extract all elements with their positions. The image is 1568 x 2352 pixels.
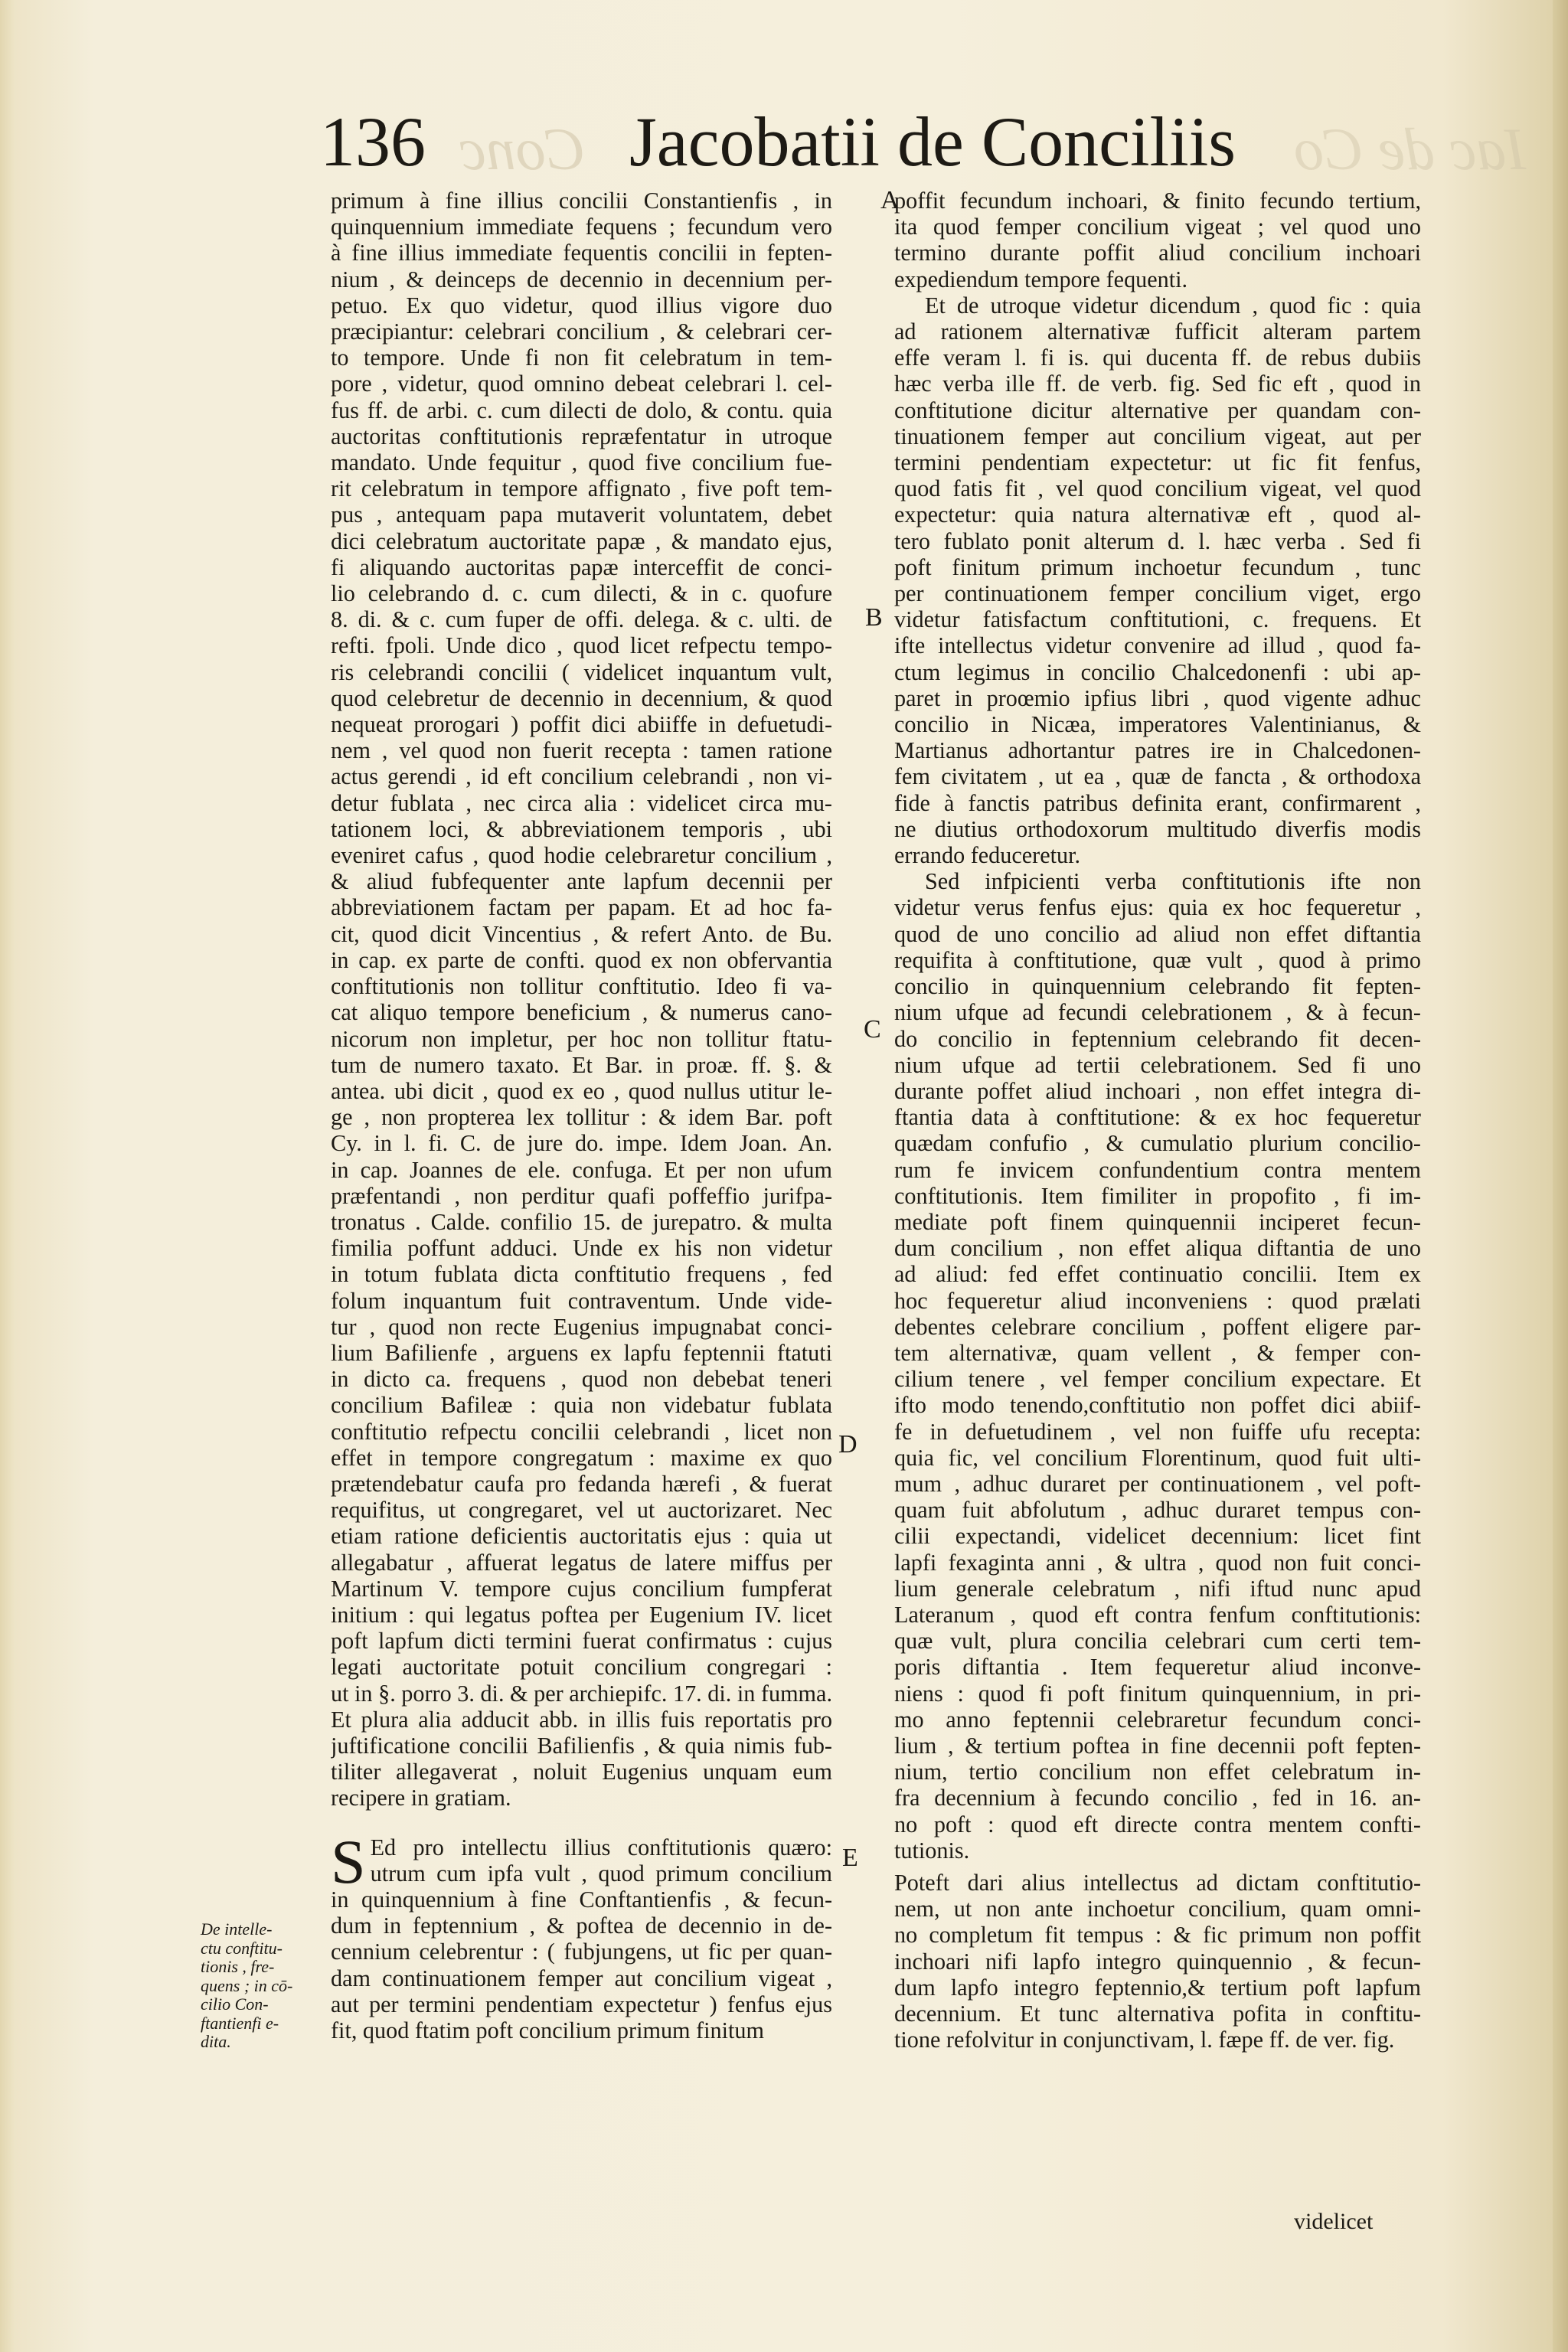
- marginal-note: [201, 1920, 315, 2052]
- text-line: 8. di. & c. cum fuper de offi. delega. & c. ulti. de: [331, 606, 832, 633]
- show-through-text: Conc: [459, 116, 586, 182]
- text-line: nicorum non impletur, per hoc non tollitur ftatu-: [331, 1025, 832, 1052]
- text-line: Poteft dari alius intellectus ad dictam conftitutio-: [894, 1870, 1421, 1896]
- text-line: Cy. in l. fi. C. de jure do. impe. Idem Joan. An.: [331, 1130, 832, 1157]
- text-line: fit, quod ftatim poft concilium primum finitum: [331, 2017, 764, 2044]
- text-line: termini pendentiam expectetur: ut fic fit fenfus,: [894, 449, 1421, 476]
- text-line: conftitutio refpectu concilii celebrandi , licet non: [331, 1418, 832, 1445]
- text-line: fi aliquando auctoritas papæ interceffit de conci-: [331, 554, 832, 580]
- text-line: quædam confufio , & cumulatio plurium concilio-: [894, 1130, 1421, 1157]
- paragraph: [894, 292, 1421, 868]
- text-line: utrum cum ipfa vult , quod primum concilium: [370, 1860, 832, 1886]
- text-line: lium generale celebratum , nifi iftud nunc apud: [894, 1575, 1421, 1602]
- text-line: præfentandi , non perditur quafi poffeffio jurifpa-: [331, 1182, 832, 1209]
- text-line: nem, ut non ante inchoetur concilium, quam omni-: [894, 1896, 1421, 1922]
- text-line: à fine illius immediate fequentis concilii in fepten-: [331, 240, 832, 266]
- text-line: quia fic, vel concilium Florentinum, quod fuit ulti-: [894, 1444, 1421, 1471]
- text-line: Lateranum , quod eft contra fenfum conftitutionis:: [894, 1601, 1421, 1628]
- text-line: requifitus, ut congregaret, vel ut auctorizaret. Nec: [331, 1497, 832, 1524]
- text-line: concilium Bafileæ : quia non videbatur fublata: [331, 1392, 832, 1419]
- text-line: ftantia data à conftitutione: & ex hoc fequeretur: [894, 1104, 1421, 1131]
- text-line: eveniret cafus , quod hodie celebraretur concilium ,: [331, 842, 832, 869]
- text-line: fem civitatem , ut ea , quæ de fancta , & orthodoxa: [894, 763, 1421, 790]
- text-line: termino durante poffit aliud concilium inchoari: [894, 240, 1421, 266]
- text-line: mediate poft finem quinquennii inciperet fecun-: [894, 1208, 1421, 1235]
- show-through-text: Iac de Co: [1294, 116, 1527, 182]
- text-line: tiliter allegaverat , noluit Eugenius unquam eum: [331, 1759, 832, 1785]
- text-line: Et de utroque videtur dicendum , quod fic : quia: [925, 292, 1421, 318]
- text-line: ris celebrandi concilii ( videlicet inquantum vult,: [331, 658, 832, 685]
- text-line: quam fuit abfolutum , adhuc duraret tempus con-: [894, 1497, 1421, 1524]
- text-line: dum lapfo integro feptennio,& tertium poft lapfum: [894, 1974, 1421, 2001]
- text-line: Martianus adhortantur patres ire in Chalcedonen-: [894, 737, 1421, 764]
- text-line: fide à fanctis patribus definita erant, confirmarent ,: [894, 789, 1421, 816]
- text-line: requifita à conftitutione, quæ vult , quod à primo: [894, 946, 1421, 973]
- text-line: Ed pro intellectu illius conftitutionis quæro:: [370, 1834, 832, 1860]
- left-column: [331, 188, 832, 2043]
- text-line: detur fublata , nec circa alia : videlicet circa mu-: [331, 789, 832, 816]
- text-line: dum in feptennium , & poftea de decennio in de-: [331, 1913, 832, 1939]
- text-line: cennium celebrentur : ( fubjungens, ut fic per quan-: [331, 1939, 832, 1965]
- text-line: poris diftantia . Item fequeretur aliud inconve-: [894, 1654, 1421, 1681]
- text-line: ifto modo tenendo,conftitutio non poffet dici abiif-: [894, 1392, 1421, 1419]
- text-line: tationem loci, & abbreviationem temporis , ubi: [331, 815, 832, 842]
- text-line: expectetur: quia natura alternativæ eft , quod al-: [894, 501, 1421, 528]
- paragraph: [894, 188, 1421, 292]
- text-line: Sed infpicienti verba conftitutionis ifte non: [925, 868, 1421, 895]
- text-line: effe veram l. fi is. qui ducenta ff. de rebus dubiis: [894, 345, 1421, 371]
- marginal-note-line: cilio Con-: [201, 1994, 269, 2014]
- text-line: nequeat prorogari ) poffit dici abiiffe in defuetudi-: [331, 711, 832, 738]
- text-line: etiam ratione deficientis auctoritatis ejus : quia ut: [331, 1523, 832, 1550]
- text-line: primum à fine illius concilii Constantienfis , in: [331, 188, 832, 214]
- text-line: conftitutionis. Item fimiliter in propofito , fi im-: [894, 1182, 1421, 1209]
- page-edge: [1553, 0, 1568, 2352]
- text-line: ita quod femper concilium vigeat ; vel quod uno: [894, 214, 1421, 240]
- section-marker-b: B: [865, 603, 883, 632]
- text-line: pore , videtur, quod omnino debeat celebrari l. cel-: [331, 371, 832, 397]
- text-line: fus ff. de arbi. c. cum dilecti de dolo, & contu. quia: [331, 397, 832, 423]
- text-line: abbreviationem factam per papam. Et ad hoc fa-: [331, 894, 832, 921]
- text-line: ad rationem alternativæ fufficit alteram partem: [894, 318, 1421, 345]
- text-line: hoc fequeretur aliud inconveniens : quod prælati: [894, 1287, 1421, 1314]
- text-line: concilio in quinquennium celebrando fit fepten-: [894, 973, 1421, 1000]
- text-line: per continuationem femper concilium viget, ergo: [894, 580, 1421, 607]
- text-line: videtur verus fenfus ejus: quia ex hoc fequeretur ,: [894, 894, 1421, 921]
- text-line: mum , adhuc duraret per continuationem , vel poft-: [894, 1470, 1421, 1497]
- text-line: mandato. Unde fequitur , quod five concilium fue-: [331, 449, 832, 476]
- text-line: in quinquennium à fine Conftantienfis , & fecun-: [331, 1886, 832, 1913]
- text-line: folum inquantum fuit contraventum. Unde vide-: [331, 1287, 832, 1314]
- text-line: ctum legimus in concilio Chalcedonenfi : ubi ap-: [894, 658, 1421, 685]
- text-line: in totum fublata dicta conftitutio frequens , fed: [331, 1261, 832, 1288]
- text-line: Martinum V. tempore cujus concilium fumpferat: [331, 1575, 832, 1602]
- text-line: mo anno feptennii celebraretur fecundum conci-: [894, 1706, 1421, 1733]
- text-line: poft finitum primum inchoetur fecundum , tunc: [894, 554, 1421, 580]
- text-line: auctoritas conftitutionis repræfentatur in utroque: [331, 423, 832, 449]
- text-line: nium ufque ad fecundi celebrationem , & à fecun-: [894, 999, 1421, 1026]
- section-marker-d: D: [838, 1430, 858, 1459]
- text-line: tem alternativæ, quam vellent , & femper con-: [894, 1339, 1421, 1366]
- section-marker-c: C: [864, 1015, 881, 1044]
- marginal-note-line: tionis , fre-: [201, 1957, 275, 1976]
- text-line: quinquennium immediate fequens ; fecundum vero: [331, 214, 832, 240]
- text-line: ge , non propterea lex tollitur : & idem Bar. poft: [331, 1104, 832, 1131]
- text-line: rit celebratum in tempore affignato , five poft tem-: [331, 475, 832, 502]
- text-line: to tempore. Unde fi non fit celebratum in tem-: [331, 345, 832, 371]
- text-line: refti. fpoli. Unde dico , quod licet refpectu tempo-: [331, 632, 832, 659]
- text-line: fra decennium à fecundo concilio , fed in 16. an-: [894, 1785, 1421, 1811]
- text-line: & aliud fubfequenter ante lapfum decennii per: [331, 868, 832, 895]
- text-line: rum fe invicem confundentium contra mentem: [894, 1156, 1421, 1183]
- text-line: ifte intellectus videtur convenire ad illud , quod fa-: [894, 632, 1421, 659]
- text-line: dum concilium , non effet aliqua diftantia de uno: [894, 1235, 1421, 1262]
- text-line: in dicto ca. frequens , quod non debebat teneri: [331, 1366, 832, 1393]
- text-line: petuo. Ex quo videtur, quod illius vigore duo: [331, 292, 832, 318]
- text-line: conftitutione dicitur alternative per quandam con-: [894, 397, 1421, 423]
- text-line: prætendebatur caufa pro fedanda hærefi , & fuerat: [331, 1470, 832, 1497]
- text-line: no poft : quod eft directe contra mentem confti-: [894, 1811, 1421, 1838]
- text-line: quod celebretur de decennio in decennium, & quod: [331, 684, 832, 711]
- text-line: cat aliquo tempore beneficium , & numerus cano-: [331, 999, 832, 1026]
- text-line: ne diutius orthodoxorum multitudo diverfis modis: [894, 815, 1421, 842]
- page-number: 136: [320, 103, 426, 181]
- marginal-note-line: dita.: [201, 2032, 231, 2051]
- text-line: recipere in gratiam.: [331, 1785, 511, 1811]
- text-line: fimilia poffunt adduci. Unde ex his non videtur: [331, 1235, 832, 1262]
- text-line: nium , & deinceps de decennio in decennium per-: [331, 266, 832, 292]
- text-line: juftificatione concilii Bafilienfis , & quia nimis fub-: [331, 1732, 832, 1759]
- marginal-note-line: De intelle-: [201, 1919, 273, 1939]
- text-line: do concilio in feptennium celebrando fit decen-: [894, 1025, 1421, 1052]
- text-line: tione refolvitur in conjunctivam, l. fæpe ff. de ver. fig.: [894, 2027, 1395, 2053]
- text-line: nem , vel quod non fuerit recepta : tamen ratione: [331, 737, 832, 764]
- text-line: actus gerendi , id eft concilium celebrandi , non vi-: [331, 763, 832, 790]
- paragraph: [331, 1826, 832, 2044]
- section-marker-e: E: [842, 1844, 858, 1872]
- text-line: lapfi fexaginta anni , & ultra , quod non fuit conci-: [894, 1549, 1421, 1576]
- catchword: videlicet: [1294, 2209, 1374, 2234]
- text-line: errando feduceretur.: [894, 842, 1081, 869]
- text-line: cilii expectandi, videlicet decennium: licet fint: [894, 1523, 1421, 1550]
- section-marker-a: A: [880, 186, 900, 214]
- text-line: tinuationem femper aut concilium vigeat, aut per: [894, 423, 1421, 449]
- text-line: legati auctoritate potuit concilium congregari :: [331, 1654, 832, 1681]
- text-line: tero fublato ponit alterum d. l. hæc verba . Sed fi: [894, 528, 1421, 554]
- text-line: cilium tenere , vel femper concilium expectare. Et: [894, 1366, 1421, 1393]
- text-line: tutionis.: [894, 1837, 970, 1864]
- text-line: lium , & tertium poftea in fine decennii poft fepten-: [894, 1732, 1421, 1759]
- text-line: inchoari nifi lapfo integro quinquennio , & fecun-: [894, 1948, 1421, 1975]
- text-line: hæc verba ille ff. de verb. fig. Sed fic eft , quod in: [894, 371, 1421, 397]
- text-line: paret in proœmio ipfius libri , quod vigente adhuc: [894, 684, 1421, 711]
- text-line: in cap. Joannes de ele. confuga. Et per non ufum: [331, 1156, 832, 1183]
- text-line: Et plura alia adducit abb. in illis fuis reportatis pro: [331, 1706, 832, 1733]
- text-line: tur , quod non recte Eugenius impugnabat conci-: [331, 1313, 832, 1340]
- text-line: tronatus . Calde. confilio 15. de jurepatro. & multa: [331, 1208, 832, 1235]
- text-line: videtur fatisfactum conftitutioni, c. frequens. Et: [894, 606, 1421, 633]
- right-column: [894, 188, 1421, 2053]
- text-line: durante poffet aliud inchoari , non effet integra di-: [894, 1077, 1421, 1104]
- text-line: ad aliud: fed effet continuatio concilii. Item ex: [894, 1261, 1421, 1288]
- marginal-note-line: quens ; in cō-: [201, 1975, 293, 1995]
- text-line: quod fatis fit , vel quod concilium vigeat, vel quod: [894, 475, 1421, 502]
- text-line: in cap. ex parte de confti. quod ex non obfervantia: [331, 946, 832, 973]
- text-line: nium, tertio concilium non effet celebratum in-: [894, 1759, 1421, 1785]
- text-line: lium Bafilienfe , arguens ex lapfu feptennii ftatuti: [331, 1339, 832, 1366]
- text-line: niens : quod fi poft finitum quinquennium, in pri-: [894, 1680, 1421, 1707]
- text-line: nium ufque ad tertii celebrationem. Sed fi uno: [894, 1051, 1421, 1078]
- text-line: debentes celebrare concilium , poffent eligere par-: [894, 1313, 1421, 1340]
- text-line: expediendum tempore fequenti.: [894, 266, 1188, 292]
- text-line: quæ vult, plura concilia celebrari cum certi tem-: [894, 1628, 1421, 1655]
- marginal-note-line: ctu conftitu-: [201, 1938, 283, 1958]
- text-line: ut in §. porro 3. di. & per archiepifc. 17. di. in fumma.: [331, 1680, 832, 1707]
- text-line: initium : qui legatus poftea per Eugenium IV. licet: [331, 1601, 832, 1628]
- text-line: decennium. Et tunc alternativa pofita in conftitu-: [894, 2001, 1421, 2027]
- text-line: lio celebrando d. c. cum dilecti, & in c. quofure: [331, 580, 832, 607]
- text-line: allegabatur , affuerat legatus de latere miffus per: [331, 1549, 832, 1576]
- text-line: effet in tempore congregatum : maxime ex quo: [331, 1444, 832, 1471]
- text-line: concilio in Nicæa, imperatores Valentinianus, &: [894, 711, 1421, 738]
- text-line: poffit fecundum inchoari, & finito fecundo tertium,: [894, 188, 1421, 214]
- text-line: poft lapfum dicti termini fuerat confirmatus : cujus: [331, 1628, 832, 1655]
- text-line: cit, quod dicit Vincentius , & refert Anto. de Bu.: [331, 920, 832, 947]
- paragraph: [331, 188, 832, 1811]
- paragraph: [894, 1870, 1421, 2053]
- marginal-note-line: ftantienfi e-: [201, 2013, 279, 2033]
- text-line: no completum fit tempus : & fic primum non poffit: [894, 1922, 1421, 1949]
- text-line: pus , antequam papa mutaverit voluntatem, debet: [331, 501, 832, 528]
- paragraph: [894, 868, 1421, 1864]
- text-line: aut per termini pendentiam expectetur ) fenfus ejus: [331, 1991, 832, 2017]
- text-line: conftitutionis non tollitur conftitutio. Ideo fi va-: [331, 973, 832, 1000]
- running-title: Jacobatii de Conciliis: [629, 103, 1236, 181]
- page-gutter-shadow: [0, 0, 15, 2352]
- text-line: dici celebratum auctoritate papæ , & mandato ejus,: [331, 528, 832, 554]
- text-line: dam continuationem femper aut concilium vigeat ,: [331, 1965, 832, 1991]
- text-line: præcipiantur: celebrari concilium , & celebrari cer-: [331, 318, 832, 345]
- text-line: tum de numero taxato. Et Bar. in proæ. ff. §. &: [331, 1051, 832, 1078]
- text-line: quod de uno concilio ad aliud non effet diftantia: [894, 920, 1421, 947]
- drop-cap: S: [331, 1826, 366, 1896]
- text-line: fe in defuetudinem , vel non fuiffe ufu recepta:: [894, 1418, 1421, 1445]
- text-line: antea. ubi dicit , quod ex eo , quod nullus utitur le-: [331, 1077, 832, 1104]
